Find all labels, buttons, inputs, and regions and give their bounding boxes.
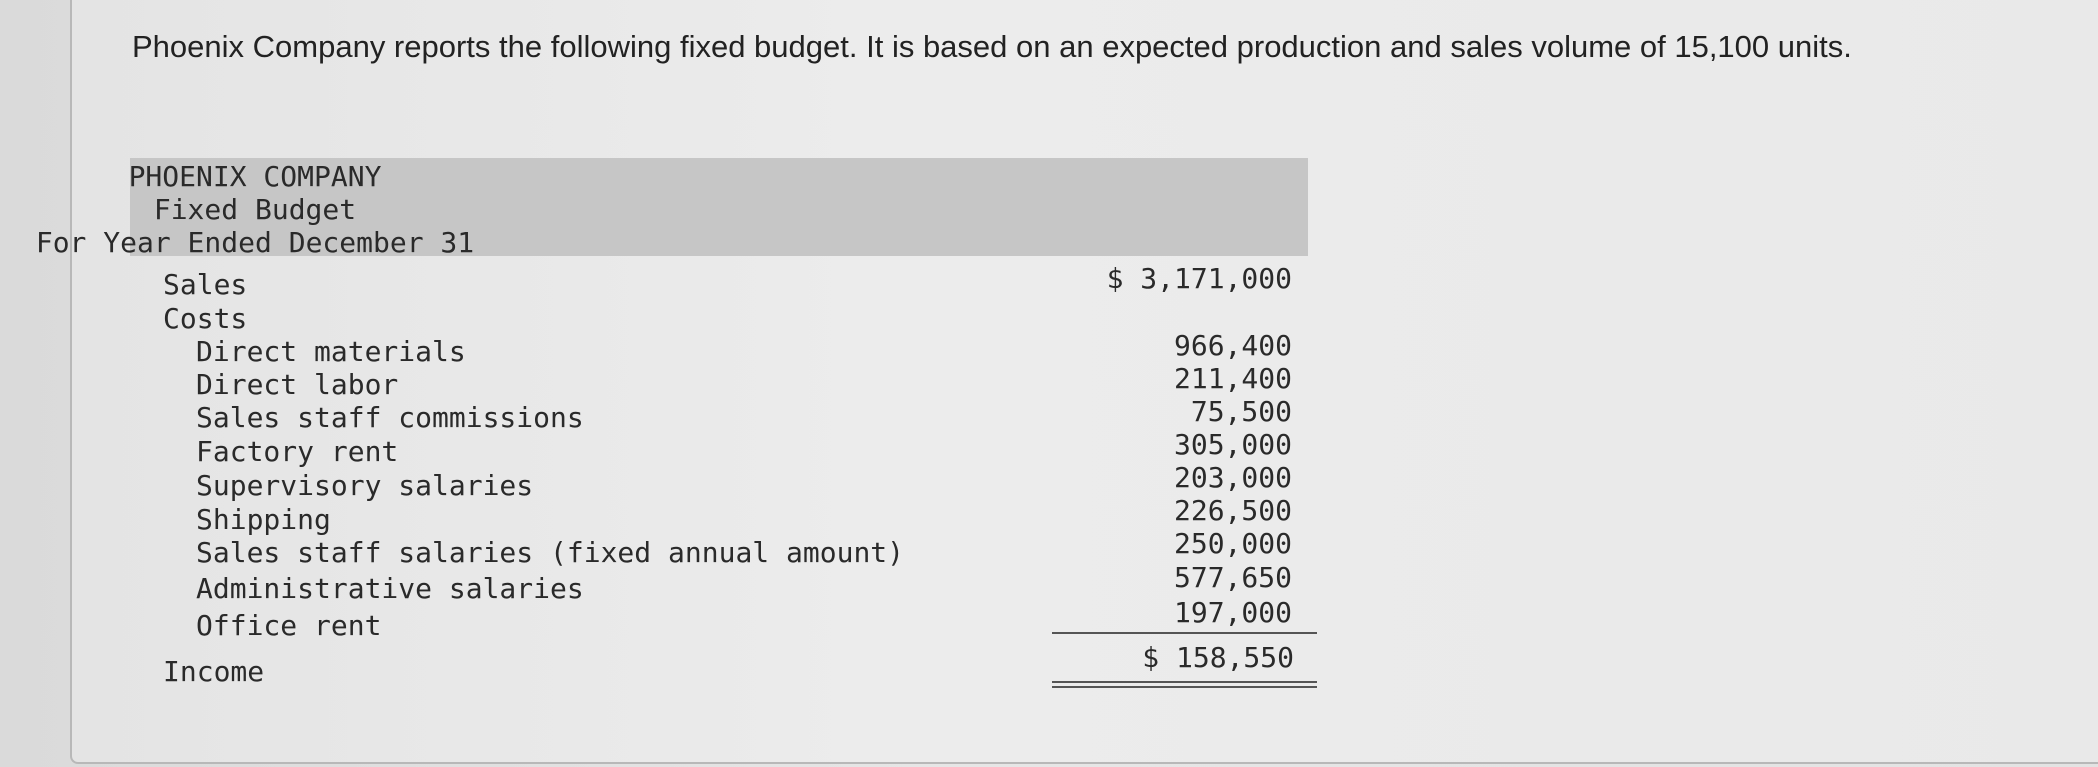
total-rule-top bbox=[1052, 681, 1317, 683]
subtotal-rule bbox=[1052, 632, 1317, 634]
sales-amount: $ 3,171,000 bbox=[1106, 262, 1292, 295]
total-rule-bottom bbox=[1052, 686, 1317, 688]
cost-label-factory-rent: Factory rent bbox=[196, 435, 399, 468]
sales-label: Sales bbox=[163, 268, 248, 301]
income-amount: $ 158,550 bbox=[1142, 641, 1294, 674]
cost-label-administrative-salaries: Administrative salaries bbox=[196, 572, 584, 605]
cost-amount-office-rent: 197,000 bbox=[1173, 596, 1292, 629]
cost-label-direct-materials: Direct materials bbox=[196, 335, 466, 368]
cost-amount-administrative-salaries: 577,650 bbox=[1173, 561, 1292, 594]
cost-label-shipping: Shipping bbox=[196, 503, 331, 536]
budget-title: Fixed Budget bbox=[153, 193, 357, 226]
cost-amount-sales-staff-salaries: 250,000 bbox=[1173, 527, 1292, 560]
budget-table-header bbox=[35, 158, 1308, 259]
cost-amount-direct-labor: 211,400 bbox=[1173, 362, 1292, 395]
costs-label: Costs bbox=[163, 302, 248, 335]
intro-text: Phoenix Company reports the following fixed budget. It is based on an expected production and sales volume of 15,100 units. bbox=[132, 29, 1852, 64]
company-name: PHOENIX COMPANY bbox=[128, 160, 382, 193]
cost-label-direct-labor: Direct labor bbox=[196, 368, 399, 401]
cost-amount-supervisory-salaries: 203,000 bbox=[1173, 461, 1292, 494]
budget-period: For Year Ended December 31 bbox=[35, 226, 475, 259]
cost-amount-sales-staff-commissions: 75,500 bbox=[1190, 395, 1292, 428]
cost-label-sales-staff-commissions: Sales staff commissions bbox=[196, 401, 584, 434]
cost-amount-shipping: 226,500 bbox=[1173, 494, 1292, 527]
cost-label-office-rent: Office rent bbox=[196, 609, 382, 642]
cost-amount-factory-rent: 305,000 bbox=[1173, 428, 1292, 461]
cost-label-supervisory-salaries: Supervisory salaries bbox=[196, 469, 534, 502]
income-label: Income bbox=[163, 655, 265, 688]
cost-amount-direct-materials: 966,400 bbox=[1173, 329, 1292, 362]
cost-label-sales-staff-salaries: Sales staff salaries (fixed annual amount) bbox=[196, 536, 905, 569]
